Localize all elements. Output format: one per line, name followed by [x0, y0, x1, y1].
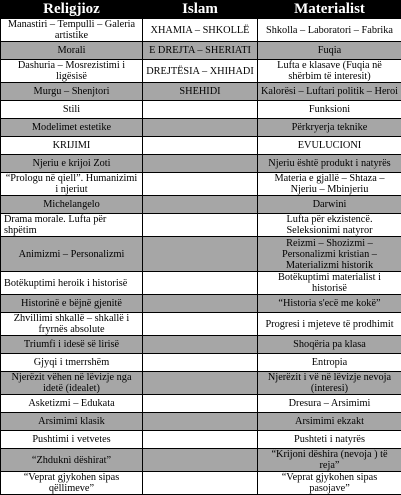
cell-religious: Dashuria – Mosrezistimi i ligësisë	[1, 60, 143, 83]
cell-religious: KRIJIMI	[1, 137, 143, 155]
table-row	[1, 431, 401, 449]
cell-materialist: Njerëzit i vë në lëvizje nevoja (interesi)	[258, 372, 401, 395]
table-row	[1, 173, 401, 196]
cell-materialist: “Historia s'ecë me kokë”	[258, 295, 401, 313]
cell-materialist: EVULUCIONI	[258, 137, 401, 155]
table-row	[1, 196, 401, 214]
cell-materialist: Botëkuptimi materialist i historisë	[258, 272, 401, 295]
cell-materialist: “Veprat gjykohen sipas pasojave”	[258, 472, 401, 495]
header-row	[1, 1, 401, 19]
cell-religious: Drama morale. Lufta për shpëtim	[1, 214, 143, 237]
cell-religious: Botëkuptimi heroik i historisë	[1, 272, 143, 295]
table-row	[1, 449, 401, 472]
table-row	[1, 42, 401, 60]
cell-islam	[143, 413, 258, 431]
cell-religious: Morali	[1, 42, 143, 60]
cell-materialist: Kalorësi – Luftari politik – Heroi	[258, 83, 401, 101]
cell-materialist: Shkolla – Laboratori – Fabrika	[258, 19, 401, 42]
cell-religious: Pushtimi i vetvetes	[1, 431, 143, 449]
table-row	[1, 313, 401, 336]
cell-materialist: Lufta e klasave (Fuqia në shërbim të interesit)	[258, 60, 401, 83]
cell-islam	[143, 372, 258, 395]
cell-religious: Animizmi – Personalizmi	[1, 237, 143, 272]
header-religious: Religjioz	[1, 1, 143, 19]
cell-islam	[143, 119, 258, 137]
cell-islam	[143, 272, 258, 295]
cell-materialist: Progresi i mjeteve të prodhimit	[258, 313, 401, 336]
cell-religious: Michelangelo	[1, 196, 143, 214]
cell-religious: Stili	[1, 101, 143, 119]
table-row	[1, 119, 401, 137]
table-row	[1, 372, 401, 395]
cell-materialist: Arsimimi ekzakt	[258, 413, 401, 431]
cell-religious: Gjyqi i tmerrshëm	[1, 354, 143, 372]
cell-islam	[143, 155, 258, 173]
cell-religious: Historinë e bëjnë gjenitë	[1, 295, 143, 313]
cell-islam	[143, 295, 258, 313]
table-row	[1, 272, 401, 295]
cell-islam: XHAMIA – SHKOLLË	[143, 19, 258, 42]
table-row	[1, 336, 401, 354]
table-row	[1, 137, 401, 155]
cell-materialist: Shoqëria pa klasa	[258, 336, 401, 354]
table-row	[1, 19, 401, 42]
cell-islam	[143, 173, 258, 196]
table-row	[1, 295, 401, 313]
table-row	[1, 155, 401, 173]
table-row	[1, 214, 401, 237]
cell-religious: Zhvillimi shkallë – shkallë i fryrnës absolute	[1, 313, 143, 336]
cell-religious: Arsimimi klasik	[1, 413, 143, 431]
cell-materialist: Reizmi – Shozizmi – Personalizmi kristian – Materializmi historik	[258, 237, 401, 272]
cell-islam	[143, 313, 258, 336]
cell-materialist: Funksioni	[258, 101, 401, 119]
table-row	[1, 395, 401, 413]
cell-materialist: Pushteti i natyrës	[258, 431, 401, 449]
cell-islam	[143, 137, 258, 155]
cell-islam	[143, 196, 258, 214]
cell-islam	[143, 449, 258, 472]
cell-materialist: Fuqia	[258, 42, 401, 60]
cell-islam	[143, 472, 258, 495]
cell-islam	[143, 237, 258, 272]
cell-islam: SHEHIDI	[143, 83, 258, 101]
cell-islam	[143, 431, 258, 449]
cell-islam	[143, 214, 258, 237]
cell-materialist: Materia e gjallë – Shtaza – Njeriu – Mbinjeriu	[258, 173, 401, 196]
table-row	[1, 83, 401, 101]
cell-islam	[143, 101, 258, 119]
cell-religious: Njerëzit vëhen në lëvizje nga idetë (idealet)	[1, 372, 143, 395]
table-row	[1, 413, 401, 431]
header-materialist: Materialist	[258, 1, 401, 19]
table-row	[1, 472, 401, 495]
table-row	[1, 354, 401, 372]
cell-materialist: Lufta për ekzistencë. Seleksionimi natyror	[258, 214, 401, 237]
cell-materialist: “Krijoni dëshira (nevoja ) të reja”	[258, 449, 401, 472]
cell-islam	[143, 395, 258, 413]
header-islam: Islam	[143, 1, 258, 19]
cell-religious: “Veprat gjykohen sipas qëllimeve”	[1, 472, 143, 495]
cell-religious: Manastiri – Tempulli – Galeria artistike	[1, 19, 143, 42]
cell-religious: “Zhduknì dëshirat”	[1, 449, 143, 472]
cell-materialist: Dresura – Arsimimi	[258, 395, 401, 413]
table-row	[1, 101, 401, 119]
cell-islam: DREJTËSIA – XHIHADI	[143, 60, 258, 83]
cell-religious: Triumfi i idesë së lirisë	[1, 336, 143, 354]
cell-islam	[143, 336, 258, 354]
cell-religious: Asketizmi – Edukata	[1, 395, 143, 413]
cell-religious: Murgu – Shenjtori	[1, 83, 143, 101]
cell-materialist: Entropia	[258, 354, 401, 372]
cell-materialist: Njeriu është produkt i natyrës	[258, 155, 401, 173]
table-row	[1, 60, 401, 83]
cell-islam: E DREJTA – SHERIATI	[143, 42, 258, 60]
table-row	[1, 237, 401, 272]
cell-islam	[143, 354, 258, 372]
cell-religious: Modelimet estetike	[1, 119, 143, 137]
cell-religious: “Prologu në qiell”. Humanizimi i njeriut	[1, 173, 143, 196]
cell-materialist: Përkryerja teknike	[258, 119, 401, 137]
cell-religious: Njeriu e krijoi Zoti	[1, 155, 143, 173]
cell-materialist: Darwini	[258, 196, 401, 214]
